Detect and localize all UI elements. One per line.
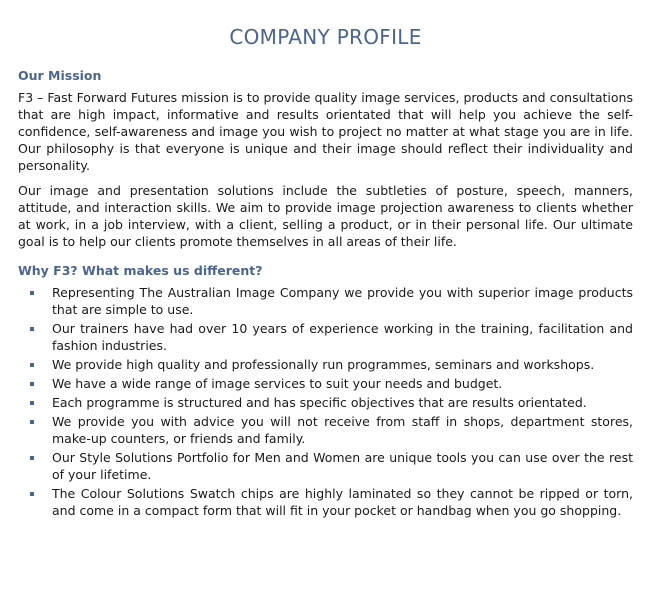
list-item-text: Each programme is structured and has specific objectives that are results orientated. [52, 395, 587, 410]
list-item [18, 394, 633, 411]
list-item [18, 320, 633, 354]
square-bullet-icon [30, 492, 34, 496]
square-bullet-icon [30, 382, 34, 386]
square-bullet-icon [30, 456, 34, 460]
list-item-text: We have a wide range of image services to suit your needs and budget. [52, 376, 503, 391]
mission-paragraph: F3 – Fast Forward Futures mission is to provide quality image services, products and consultations that are high impact, informative and results orientated that will help you achieve the self-confidence, self-awareness and image you wish to project no matter at what stage you are in life. Our philosophy is that everyone is unique and their image should reflect their individuality and personality. [18, 90, 633, 173]
list-item [18, 284, 633, 318]
list-item-text: The Colour Solutions Swatch chips are highly laminated so they cannot be ripped or torn, and come in a compact form that will fit in your pocket or handbag when you go shopping. [52, 486, 633, 518]
list-item-text: Our Style Solutions Portfolio for Men and Women are unique tools you can use over the rest of your lifetime. [52, 450, 633, 482]
square-bullet-icon [30, 420, 34, 424]
square-bullet-icon [30, 363, 34, 367]
list-item-text: We provide you with advice you will not receive from staff in shops, department stores, make-up counters, or friends and family. [52, 414, 633, 446]
square-bullet-icon [30, 291, 34, 295]
differentiators-list [18, 284, 633, 519]
page-title: COMPANY PROFILE [229, 25, 422, 49]
list-item-text: Representing The Australian Image Company we provide you with superior image products that are simple to use. [52, 285, 633, 317]
list-item [18, 356, 633, 373]
mission-heading: Our Mission [18, 68, 102, 83]
square-bullet-icon [30, 401, 34, 405]
mission-paragraph: Our image and presentation solutions include the subtleties of posture, speech, manners, attitude, and interaction skills. We aim to provide image projection awareness to clients whether at work, in a job interview, with a client, selling a product, or in their personal life. Our ultimate goal is to help our clients promote themselves in all areas of their life. [18, 183, 633, 249]
list-item [18, 375, 633, 392]
list-item-text: We provide high quality and professionally run programmes, seminars and workshops. [52, 357, 595, 372]
list-item-text: Our trainers have had over 10 years of experience working in the training, facilitation and fashion industries. [52, 321, 633, 353]
list-item [18, 413, 633, 447]
list-item [18, 449, 633, 483]
why-heading: Why F3? What makes us different? [18, 263, 263, 278]
square-bullet-icon [30, 327, 34, 331]
list-item [18, 485, 633, 519]
